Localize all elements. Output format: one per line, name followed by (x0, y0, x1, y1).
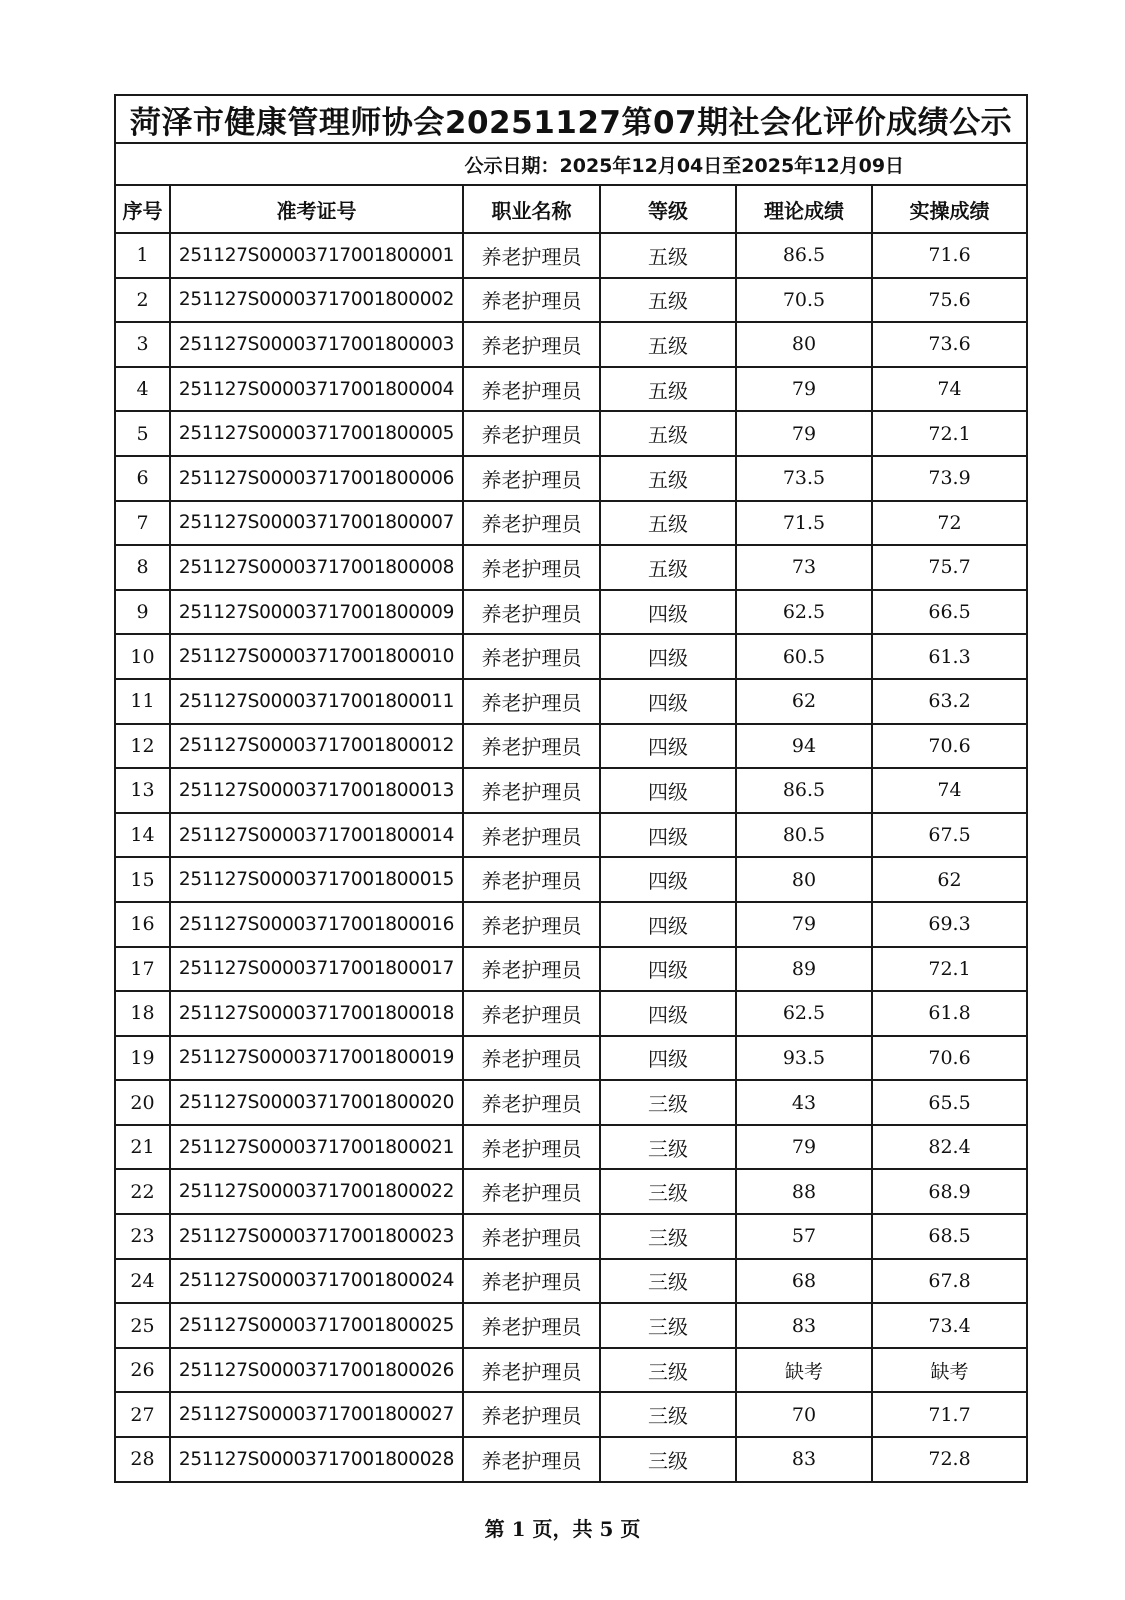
occupation-cell: 养老护理员 (463, 501, 600, 546)
theory-score-cell: 89 (736, 947, 872, 992)
practical-score-cell: 61.3 (872, 634, 1027, 679)
level-cell: 五级 (600, 501, 736, 546)
occupation-cell: 养老护理员 (463, 545, 600, 590)
level-cell: 三级 (600, 1214, 736, 1259)
level-cell: 三级 (600, 1125, 736, 1170)
practical-score-cell: 69.3 (872, 902, 1027, 947)
practical-score-cell: 缺考 (872, 1348, 1027, 1393)
level-cell: 四级 (600, 947, 736, 992)
occupation-cell: 养老护理员 (463, 1259, 600, 1304)
practical-score-cell: 72.1 (872, 411, 1027, 456)
practical-score-cell: 73.4 (872, 1303, 1027, 1348)
level-cell: 四级 (600, 634, 736, 679)
occupation-cell: 养老护理员 (463, 679, 600, 724)
table-row (115, 1125, 1027, 1170)
serial-cell: 5 (115, 411, 170, 456)
occupation-cell: 养老护理员 (463, 947, 600, 992)
level-cell: 五级 (600, 545, 736, 590)
header-theory-score: 理论成绩 (736, 185, 872, 233)
table-row (115, 1169, 1027, 1214)
practical-score-cell: 61.8 (872, 991, 1027, 1036)
serial-cell: 25 (115, 1303, 170, 1348)
ticket-number-cell: 251127S00003717001800016 (170, 902, 463, 947)
serial-cell: 1 (115, 233, 170, 278)
theory-score-cell: 79 (736, 1125, 872, 1170)
occupation-cell: 养老护理员 (463, 857, 600, 902)
theory-score-cell: 57 (736, 1214, 872, 1259)
level-cell: 五级 (600, 322, 736, 367)
table-row (115, 1348, 1027, 1393)
occupation-cell: 养老护理员 (463, 1169, 600, 1214)
theory-score-cell: 86.5 (736, 768, 872, 813)
serial-cell: 21 (115, 1125, 170, 1170)
serial-cell: 16 (115, 902, 170, 947)
serial-cell: 8 (115, 545, 170, 590)
ticket-number-cell: 251127S00003717001800015 (170, 857, 463, 902)
occupation-cell: 养老护理员 (463, 991, 600, 1036)
table-row (115, 590, 1027, 635)
practical-score-cell: 62 (872, 857, 1027, 902)
serial-cell: 10 (115, 634, 170, 679)
theory-score-cell: 79 (736, 367, 872, 412)
practical-score-cell: 73.6 (872, 322, 1027, 367)
theory-score-cell: 80 (736, 857, 872, 902)
page-footer: 第 1 页，共 5 页 (484, 1517, 641, 1541)
table-row (115, 1437, 1027, 1482)
table-row (115, 367, 1027, 412)
level-cell: 五级 (600, 278, 736, 323)
serial-cell: 22 (115, 1169, 170, 1214)
occupation-cell: 养老护理员 (463, 1392, 600, 1437)
practical-score-cell: 67.8 (872, 1259, 1027, 1304)
table-row (115, 902, 1027, 947)
score-table (114, 94, 1028, 1483)
header-ticket-number: 准考证号 (170, 185, 463, 233)
occupation-cell: 养老护理员 (463, 1437, 600, 1482)
level-cell: 三级 (600, 1259, 736, 1304)
level-cell: 四级 (600, 813, 736, 858)
practical-score-cell: 75.6 (872, 278, 1027, 323)
ticket-number-cell: 251127S00003717001800021 (170, 1125, 463, 1170)
level-cell: 三级 (600, 1303, 736, 1348)
table-row (115, 813, 1027, 858)
practical-score-cell: 70.6 (872, 724, 1027, 769)
table-row (115, 545, 1027, 590)
practical-score-cell: 68.5 (872, 1214, 1027, 1259)
level-cell: 三级 (600, 1392, 736, 1437)
ticket-number-cell: 251127S00003717001800023 (170, 1214, 463, 1259)
theory-score-cell: 88 (736, 1169, 872, 1214)
table-row (115, 1080, 1027, 1125)
table-row (115, 1259, 1027, 1304)
document-title: 菏泽市健康管理师协会20251127第07期社会化评价成绩公示 (115, 95, 1027, 143)
theory-score-cell: 83 (736, 1437, 872, 1482)
ticket-number-cell: 251127S00003717001800019 (170, 1036, 463, 1081)
ticket-number-cell: 251127S00003717001800022 (170, 1169, 463, 1214)
table-row (115, 947, 1027, 992)
theory-score-cell: 60.5 (736, 634, 872, 679)
serial-cell: 27 (115, 1392, 170, 1437)
serial-cell: 23 (115, 1214, 170, 1259)
table-row (115, 1392, 1027, 1437)
table-row (115, 411, 1027, 456)
occupation-cell: 养老护理员 (463, 1214, 600, 1259)
level-cell: 三级 (600, 1080, 736, 1125)
theory-score-cell: 73 (736, 545, 872, 590)
theory-score-cell: 86.5 (736, 233, 872, 278)
table-row (115, 278, 1027, 323)
serial-cell: 14 (115, 813, 170, 858)
occupation-cell: 养老护理员 (463, 768, 600, 813)
ticket-number-cell: 251127S00003717001800009 (170, 590, 463, 635)
level-cell: 三级 (600, 1437, 736, 1482)
level-cell: 四级 (600, 768, 736, 813)
serial-cell: 19 (115, 1036, 170, 1081)
serial-cell: 20 (115, 1080, 170, 1125)
table-row (115, 1303, 1027, 1348)
ticket-number-cell: 251127S00003717001800007 (170, 501, 463, 546)
serial-cell: 15 (115, 857, 170, 902)
occupation-cell: 养老护理员 (463, 1303, 600, 1348)
occupation-cell: 养老护理员 (463, 322, 600, 367)
practical-score-cell: 67.5 (872, 813, 1027, 858)
ticket-number-cell: 251127S00003717001800002 (170, 278, 463, 323)
ticket-number-cell: 251127S00003717001800012 (170, 724, 463, 769)
serial-cell: 3 (115, 322, 170, 367)
ticket-number-cell: 251127S00003717001800027 (170, 1392, 463, 1437)
practical-score-cell: 65.5 (872, 1080, 1027, 1125)
practical-score-cell: 72 (872, 501, 1027, 546)
occupation-cell: 养老护理员 (463, 278, 600, 323)
theory-score-cell: 70 (736, 1392, 872, 1437)
serial-cell: 13 (115, 768, 170, 813)
ticket-number-cell: 251127S00003717001800014 (170, 813, 463, 858)
practical-score-cell: 74 (872, 768, 1027, 813)
ticket-number-cell: 251127S00003717001800026 (170, 1348, 463, 1393)
occupation-cell: 养老护理员 (463, 1125, 600, 1170)
ticket-number-cell: 251127S00003717001800025 (170, 1303, 463, 1348)
serial-cell: 28 (115, 1437, 170, 1482)
ticket-number-cell: 251127S00003717001800001 (170, 233, 463, 278)
theory-score-cell: 62 (736, 679, 872, 724)
table-row (115, 679, 1027, 724)
serial-cell: 9 (115, 590, 170, 635)
level-cell: 五级 (600, 456, 736, 501)
occupation-cell: 养老护理员 (463, 233, 600, 278)
level-cell: 四级 (600, 590, 736, 635)
table-row (115, 857, 1027, 902)
serial-cell: 26 (115, 1348, 170, 1393)
level-cell: 四级 (600, 679, 736, 724)
theory-score-cell: 缺考 (736, 1348, 872, 1393)
serial-cell: 17 (115, 947, 170, 992)
theory-score-cell: 62.5 (736, 590, 872, 635)
level-cell: 三级 (600, 1169, 736, 1214)
table-row (115, 991, 1027, 1036)
occupation-cell: 养老护理员 (463, 902, 600, 947)
serial-cell: 18 (115, 991, 170, 1036)
serial-cell: 24 (115, 1259, 170, 1304)
occupation-cell: 养老护理员 (463, 724, 600, 769)
table-row (115, 724, 1027, 769)
occupation-cell: 养老护理员 (463, 411, 600, 456)
serial-cell: 11 (115, 679, 170, 724)
theory-score-cell: 93.5 (736, 1036, 872, 1081)
practical-score-cell: 75.7 (872, 545, 1027, 590)
ticket-number-cell: 251127S00003717001800020 (170, 1080, 463, 1125)
occupation-cell: 养老护理员 (463, 1348, 600, 1393)
theory-score-cell: 80 (736, 322, 872, 367)
theory-score-cell: 70.5 (736, 278, 872, 323)
theory-score-cell: 79 (736, 411, 872, 456)
table-row (115, 1214, 1027, 1259)
header-occupation: 职业名称 (463, 185, 600, 233)
table-header-row (115, 185, 1027, 233)
practical-score-cell: 66.5 (872, 590, 1027, 635)
table-row (115, 634, 1027, 679)
level-cell: 四级 (600, 902, 736, 947)
ticket-number-cell: 251127S00003717001800018 (170, 991, 463, 1036)
ticket-number-cell: 251127S00003717001800028 (170, 1437, 463, 1482)
practical-score-cell: 63.2 (872, 679, 1027, 724)
practical-score-cell: 72.1 (872, 947, 1027, 992)
level-cell: 三级 (600, 1348, 736, 1393)
ticket-number-cell: 251127S00003717001800024 (170, 1259, 463, 1304)
table-row (115, 501, 1027, 546)
practical-score-cell: 73.9 (872, 456, 1027, 501)
table-row (115, 1036, 1027, 1081)
ticket-number-cell: 251127S00003717001800006 (170, 456, 463, 501)
ticket-number-cell: 251127S00003717001800013 (170, 768, 463, 813)
level-cell: 四级 (600, 857, 736, 902)
table-row (115, 456, 1027, 501)
occupation-cell: 养老护理员 (463, 590, 600, 635)
notice-date: 公示日期：2025年12月04日至2025年12月09日 (115, 143, 1027, 185)
ticket-number-cell: 251127S00003717001800011 (170, 679, 463, 724)
ticket-number-cell: 251127S00003717001800004 (170, 367, 463, 412)
ticket-number-cell: 251127S00003717001800003 (170, 322, 463, 367)
level-cell: 五级 (600, 233, 736, 278)
table-row (115, 322, 1027, 367)
theory-score-cell: 83 (736, 1303, 872, 1348)
occupation-cell: 养老护理员 (463, 813, 600, 858)
header-practical-score: 实操成绩 (872, 185, 1027, 233)
level-cell: 五级 (600, 411, 736, 456)
theory-score-cell: 43 (736, 1080, 872, 1125)
theory-score-cell: 62.5 (736, 991, 872, 1036)
level-cell: 四级 (600, 1036, 736, 1081)
practical-score-cell: 68.9 (872, 1169, 1027, 1214)
occupation-cell: 养老护理员 (463, 456, 600, 501)
serial-cell: 6 (115, 456, 170, 501)
table-row (115, 768, 1027, 813)
serial-cell: 7 (115, 501, 170, 546)
theory-score-cell: 68 (736, 1259, 872, 1304)
ticket-number-cell: 251127S00003717001800017 (170, 947, 463, 992)
serial-cell: 4 (115, 367, 170, 412)
serial-cell: 12 (115, 724, 170, 769)
theory-score-cell: 94 (736, 724, 872, 769)
ticket-number-cell: 251127S00003717001800005 (170, 411, 463, 456)
ticket-number-cell: 251127S00003717001800008 (170, 545, 463, 590)
level-cell: 四级 (600, 991, 736, 1036)
table-body (115, 233, 1027, 1482)
theory-score-cell: 73.5 (736, 456, 872, 501)
practical-score-cell: 71.6 (872, 233, 1027, 278)
occupation-cell: 养老护理员 (463, 1080, 600, 1125)
level-cell: 五级 (600, 367, 736, 412)
occupation-cell: 养老护理员 (463, 1036, 600, 1081)
serial-cell: 2 (115, 278, 170, 323)
ticket-number-cell: 251127S00003717001800010 (170, 634, 463, 679)
practical-score-cell: 71.7 (872, 1392, 1027, 1437)
header-serial: 序号 (115, 185, 170, 233)
practical-score-cell: 82.4 (872, 1125, 1027, 1170)
practical-score-cell: 74 (872, 367, 1027, 412)
practical-score-cell: 72.8 (872, 1437, 1027, 1482)
occupation-cell: 养老护理员 (463, 367, 600, 412)
theory-score-cell: 79 (736, 902, 872, 947)
header-level: 等级 (600, 185, 736, 233)
theory-score-cell: 71.5 (736, 501, 872, 546)
table-row (115, 233, 1027, 278)
theory-score-cell: 80.5 (736, 813, 872, 858)
level-cell: 四级 (600, 724, 736, 769)
occupation-cell: 养老护理员 (463, 634, 600, 679)
practical-score-cell: 70.6 (872, 1036, 1027, 1081)
